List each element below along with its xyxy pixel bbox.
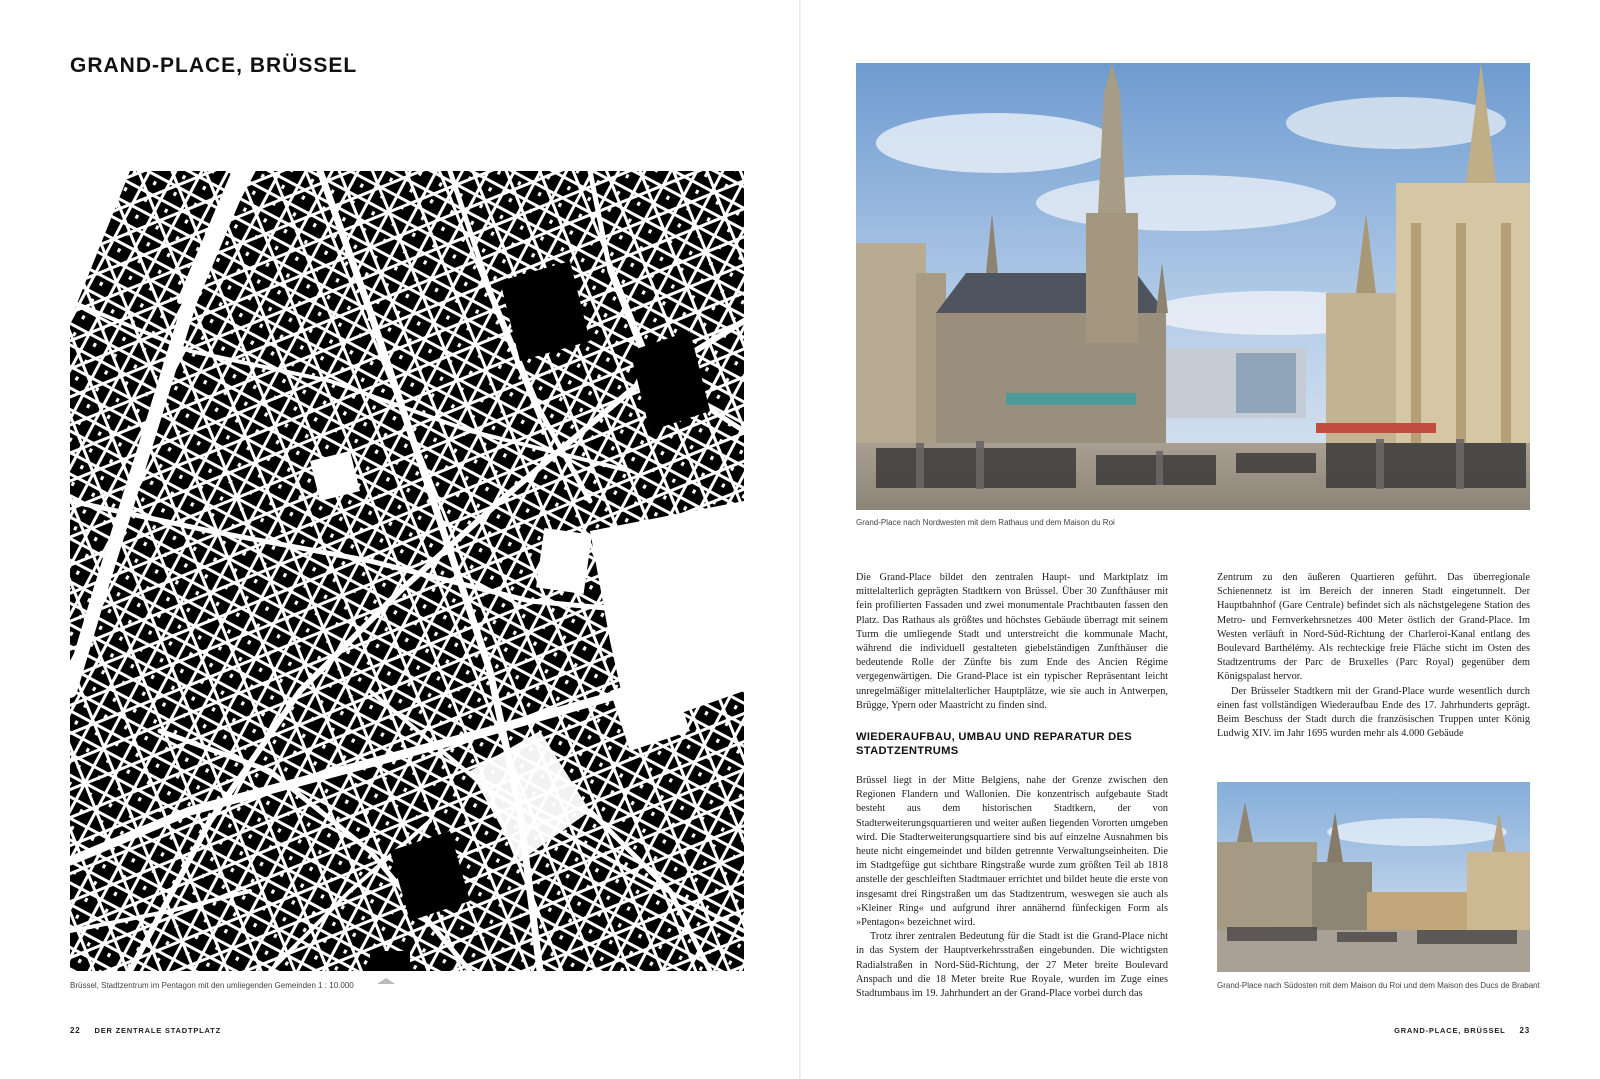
photo2-caption: Grand-Place nach Südosten mit dem Maison du Roi und dem Maison des Ducs de Brabant <box>1217 981 1540 990</box>
column2-paragraph-1: Zentrum zu den äußeren Quartieren geführt. Das überregionale Schienennetz ist im Bereich der inneren Stadt eingetunnelt. Der Hauptbahnhof (Gare Centrale) befindet sich als nächstgelegene Station des Metro- und Fernverkehrsnetzes 400 Meter östlich der Grand-Place. Im Westen verläuft in Nord-Süd-Richtung der Charleroi-Kanal entlang des Boulevard Barthélémy. Als rechteckige freie Fläche sticht im Osten des Stadtzentrums der Parc de Bruxelles (Parc Royal) gegenüber dem Königspalast hervor. <box>1217 572 1530 683</box>
intro-paragraph: Die Grand-Place bildet den zentralen Haupt- und Marktplatz im mittelalterlich geprägten Stadtkern von Brüssel. Über 30 Zunfthäuser mit fein profilierten Fassaden und zwei monumentale Prachtbauten fassen den Platz. Das Rathaus als größtes und höchstes Gebäude überragt mit seinem Turm die umliegende Stadt und unterstreicht die kommunale Macht, während die individuell gestalteten giebelständigen Zunfthäuser die bedeutende Rolle der Zünfte bis zum Ende des Ancien Régime vergegenwärtigen. Die Grand-Place ist ein typischer Repräsentant leicht unregelmäßiger mittelalterlicher Hauptplätze, wie sie auch in Antwerpen, Brügge, Ypern oder Maastricht zu finden sind. <box>856 572 1168 711</box>
page-title: GRAND-PLACE, BRÜSSEL <box>70 54 358 77</box>
section-paragraph-2: Trotz ihrer zentralen Bedeutung für die Stadt ist die Grand-Place nicht in das System der Hauptverkehrsstraßen eingebunden. Die wichtigsten Radialstraßen in Nord-Süd-Richtung, der 27 Meter breite Boulevard Anspach und die 18 Meter breite Rue Royale, wurden im Zuge eines Stadtumbaus im 19. Jahrhundert an der Grand-Place vorbei durch das <box>856 931 1168 1000</box>
page-number-right: 23 <box>1519 1026 1530 1035</box>
scale-marker-icon <box>377 978 395 984</box>
section-paragraph-1: Brüssel liegt in der Mitte Belgiens, nahe der Grenze zwischen den Regionen Flandern und Wallonien. Die konzentrisch aufgebaute Stadt besteht aus dem historischen Stadtkern, der von Stadterweiterungsquartieren und weiter außen liegenden Vororten umgeben wird. Die Stadterweiterungsquartiere sind bis auf einzelne Ausnahmen bis heute nicht eingemeindet und bilden getrennte Verwaltungseinheiten. Die im Stadtgefüge gut sichtbare Ringstraße wurde zum größten Teil ab 1818 anstelle der geschleiften Stadtmauer errichtet und bildet heute die erste von insgesamt drei Ringstraßen um das Stadtzentrum, weswegen sie auch als »Kleiner Ring« und aufgrund ihrer annähernd fünfeckigen Form als »Pentagon« bezeichnet wird. <box>856 775 1168 929</box>
photo1-caption: Grand-Place nach Nordwesten mit dem Rathaus und dem Maison du Roi <box>856 518 1115 527</box>
page-number-left: 22 <box>70 1026 81 1035</box>
photo1-illustration <box>856 63 1530 510</box>
running-title-right: GRAND-PLACE, BRÜSSEL <box>1394 1026 1506 1035</box>
intro-text <box>856 571 1168 713</box>
section-heading: WIEDERAUFBAU, UMBAU UND REPARATUR DES STADTZENTRUMS <box>856 731 1133 757</box>
page-gutter <box>799 0 801 1079</box>
map-caption: Brüssel, Stadtzentrum im Pentagon mit den umliegenden Gemeinden 1 : 10.000 <box>70 981 354 990</box>
grand-place-northwest-photo <box>856 63 1530 510</box>
footer-left <box>70 1026 221 1035</box>
grand-place-southeast-photo <box>1217 782 1530 972</box>
column2-text <box>1217 571 1530 741</box>
figure-ground-map <box>70 171 744 971</box>
column2-paragraph-2: Der Brüsseler Stadtkern mit der Grand-Place wurde wesentlich durch einen fast vollständigen Wiederaufbau Ende des 17. Jahrhunderts geprägt. Beim Beschuss der Stadt durch die französischen Truppen unter König Ludwig XIV. im Jahr 1695 wurden mehr als 4.000 Gebäude <box>1217 685 1530 740</box>
running-title-left: DER ZENTRALE STADTPLATZ <box>94 1026 221 1035</box>
section-text <box>856 774 1168 1001</box>
map-streets-svg <box>70 171 744 971</box>
photo2-illustration <box>1217 782 1530 972</box>
footer-right <box>1394 1026 1530 1035</box>
